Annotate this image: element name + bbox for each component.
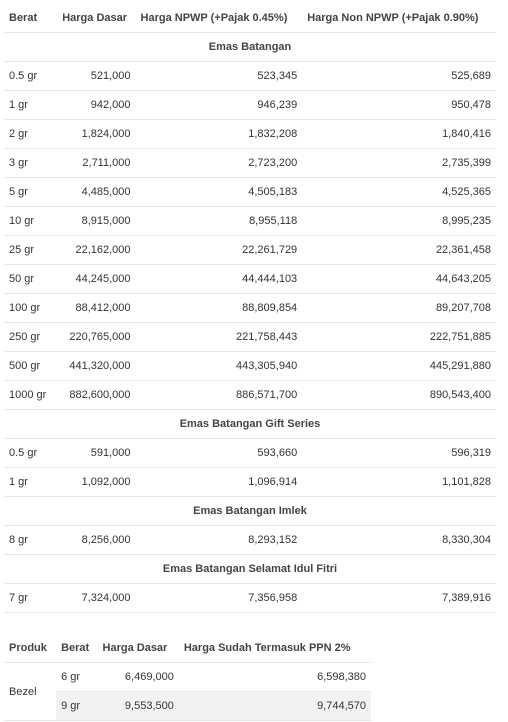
weight-cell: 8 gr [4, 526, 57, 555]
non-npwp-price-cell: 1,101,828 [302, 468, 496, 497]
weight-cell: 2 gr [4, 120, 57, 149]
non-npwp-price-cell: 44,643,205 [302, 265, 496, 294]
weight-cell: 1 gr [4, 468, 57, 497]
ppn-price-cell: 9,744,570 [179, 692, 371, 721]
non-npwp-price-cell: 890,543,400 [302, 381, 496, 410]
table-row [4, 584, 496, 613]
bezel-price-table [4, 634, 371, 721]
npwp-price-cell: 886,571,700 [136, 381, 303, 410]
base-price-cell: 44,245,000 [57, 265, 135, 294]
non-npwp-price-cell: 950,478 [302, 91, 496, 120]
section-title: Emas Batangan Gift Series [4, 410, 496, 439]
non-npwp-price-cell: 8,330,304 [302, 526, 496, 555]
non-npwp-price-cell: 445,291,880 [302, 352, 496, 381]
column-header-harga-npwp: Harga NPWP (+Pajak 0.45%) [136, 4, 303, 33]
non-npwp-price-cell: 8,995,235 [302, 207, 496, 236]
weight-cell: 500 gr [4, 352, 57, 381]
non-npwp-price-cell: 22,361,458 [302, 236, 496, 265]
table-row [4, 149, 496, 178]
section-title: Emas Batangan Selamat Idul Fitri [4, 555, 496, 584]
npwp-price-cell: 7,356,958 [136, 584, 303, 613]
table-row [4, 323, 496, 352]
base-price-cell: 1,092,000 [57, 468, 135, 497]
non-npwp-price-cell: 4,525,365 [302, 178, 496, 207]
table-row [4, 439, 496, 468]
base-price-cell: 942,000 [57, 91, 135, 120]
npwp-price-cell: 523,345 [136, 62, 303, 91]
table-row [4, 381, 496, 410]
weight-cell: 5 gr [4, 178, 57, 207]
npwp-price-cell: 443,305,940 [136, 352, 303, 381]
base-price-cell: 9,553,500 [98, 692, 179, 721]
section-row [4, 33, 496, 62]
column-header-harga-non-npwp: Harga Non NPWP (+Pajak 0.90%) [302, 4, 496, 33]
weight-cell: 25 gr [4, 236, 57, 265]
base-price-cell: 882,600,000 [57, 381, 135, 410]
npwp-price-cell: 593,660 [136, 439, 303, 468]
table-header-row [4, 4, 496, 33]
base-price-cell: 7,324,000 [57, 584, 135, 613]
base-price-cell: 521,000 [57, 62, 135, 91]
weight-cell: 100 gr [4, 294, 57, 323]
section-row [4, 555, 496, 584]
table-row [4, 178, 496, 207]
table-row [4, 692, 371, 721]
table-row [4, 236, 496, 265]
table-header-row [4, 634, 371, 663]
column-header-harga-dasar: Harga Dasar [57, 4, 135, 33]
base-price-cell: 8,256,000 [57, 526, 135, 555]
weight-cell: 1 gr [4, 91, 57, 120]
base-price-cell: 4,485,000 [57, 178, 135, 207]
section-title: Emas Batangan Imlek [4, 497, 496, 526]
weight-cell: 9 gr [56, 692, 97, 721]
weight-cell: 6 gr [56, 663, 97, 692]
table-row [4, 207, 496, 236]
weight-cell: 1000 gr [4, 381, 57, 410]
npwp-price-cell: 8,955,118 [136, 207, 303, 236]
base-price-cell: 2,711,000 [57, 149, 135, 178]
npwp-price-cell: 88,809,854 [136, 294, 303, 323]
table-row [4, 468, 496, 497]
base-price-cell: 220,765,000 [57, 323, 135, 352]
non-npwp-price-cell: 596,319 [302, 439, 496, 468]
non-npwp-price-cell: 7,389,916 [302, 584, 496, 613]
product-cell: Bezel [4, 663, 56, 721]
base-price-cell: 1,824,000 [57, 120, 135, 149]
base-price-cell: 591,000 [57, 439, 135, 468]
base-price-cell: 6,469,000 [98, 663, 179, 692]
npwp-price-cell: 1,096,914 [136, 468, 303, 497]
gold-price-table [4, 4, 496, 613]
table-row [4, 526, 496, 555]
column-header-produk: Produk [4, 634, 56, 663]
table-body [4, 663, 371, 721]
section-title: Emas Batangan [4, 33, 496, 62]
npwp-price-cell: 1,832,208 [136, 120, 303, 149]
npwp-price-cell: 44,444,103 [136, 265, 303, 294]
table-row [4, 62, 496, 91]
base-price-cell: 22,162,000 [57, 236, 135, 265]
table-row [4, 663, 371, 692]
npwp-price-cell: 946,239 [136, 91, 303, 120]
non-npwp-price-cell: 525,689 [302, 62, 496, 91]
column-header-berat: Berat [4, 4, 57, 33]
weight-cell: 0.5 gr [4, 439, 57, 468]
weight-cell: 250 gr [4, 323, 57, 352]
base-price-cell: 441,320,000 [57, 352, 135, 381]
npwp-price-cell: 8,293,152 [136, 526, 303, 555]
weight-cell: 0.5 gr [4, 62, 57, 91]
non-npwp-price-cell: 222,751,885 [302, 323, 496, 352]
column-header-harga-ppn: Harga Sudah Termasuk PPN 2% [179, 634, 371, 663]
npwp-price-cell: 22,261,729 [136, 236, 303, 265]
weight-cell: 7 gr [4, 584, 57, 613]
non-npwp-price-cell: 2,735,399 [302, 149, 496, 178]
column-header-berat: Berat [56, 634, 97, 663]
section-row [4, 410, 496, 439]
non-npwp-price-cell: 89,207,708 [302, 294, 496, 323]
table-row [4, 91, 496, 120]
non-npwp-price-cell: 1,840,416 [302, 120, 496, 149]
table-row [4, 294, 496, 323]
base-price-cell: 8,915,000 [57, 207, 135, 236]
weight-cell: 10 gr [4, 207, 57, 236]
table-row [4, 265, 496, 294]
npwp-price-cell: 4,505,183 [136, 178, 303, 207]
npwp-price-cell: 2,723,200 [136, 149, 303, 178]
npwp-price-cell: 221,758,443 [136, 323, 303, 352]
table-body [4, 33, 496, 613]
section-row [4, 497, 496, 526]
table-row [4, 352, 496, 381]
column-header-harga-dasar: Harga Dasar [98, 634, 179, 663]
table-row [4, 120, 496, 149]
base-price-cell: 88,412,000 [57, 294, 135, 323]
weight-cell: 50 gr [4, 265, 57, 294]
weight-cell: 3 gr [4, 149, 57, 178]
ppn-price-cell: 6,598,380 [179, 663, 371, 692]
